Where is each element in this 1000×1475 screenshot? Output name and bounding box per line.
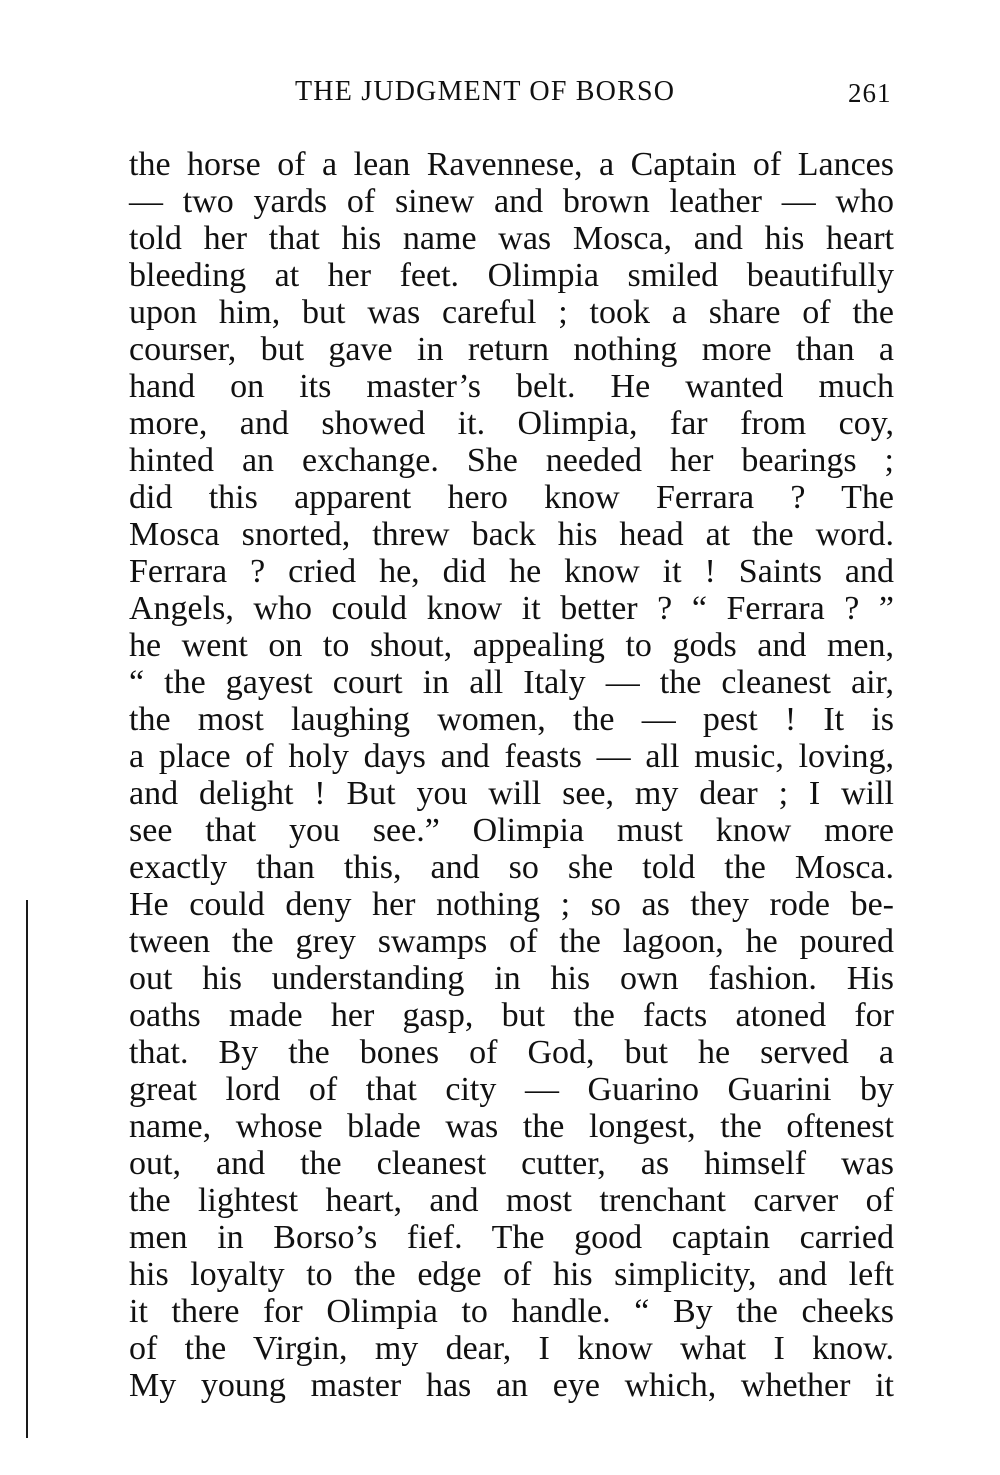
text-line: hand on its master’s belt. He wanted much [129, 368, 894, 405]
text-line: did this apparent hero know Ferrara ? The [129, 479, 894, 516]
text-line: the horse of a lean Ravennese, a Captain of Lances [129, 146, 894, 183]
page-number: 261 [848, 78, 892, 108]
text-line: My young master has an eye which, whether it [129, 1367, 894, 1404]
text-line: Ferrara ? cried he, did he know it ! Saints and [129, 553, 894, 590]
text-line: it there for Olimpia to handle. “ By the cheeks [129, 1293, 894, 1330]
text-line: out his understanding in his own fashion. His [129, 960, 894, 997]
text-line: upon him, but was careful ; took a share of the [129, 294, 894, 331]
text-line: see that you see.” Olimpia must know more [129, 812, 894, 849]
text-line: told her that his name was Mosca, and his heart [129, 220, 894, 257]
text-line: hinted an exchange. She needed her bearings ; [129, 442, 894, 479]
text-line: tween the grey swamps of the lagoon, he poured [129, 923, 894, 960]
text-line: his loyalty to the edge of his simplicity, and left [129, 1256, 894, 1293]
text-line: and delight ! But you will see, my dear ; I will [129, 775, 894, 812]
text-line: the most laughing women, the — pest ! It is [129, 701, 894, 738]
body-text [129, 146, 894, 1404]
text-line: out, and the cleanest cutter, as himself was [129, 1145, 894, 1182]
running-title: THE JUDGMENT OF BORSO [295, 76, 676, 107]
text-line: He could deny her nothing ; so as they rode be- [129, 886, 894, 923]
text-line: — two yards of sinew and brown leather — who [129, 183, 894, 220]
text-line: a place of holy days and feasts — all music, loving, [129, 738, 894, 775]
text-line: he went on to shout, appealing to gods and men, [129, 627, 894, 664]
text-line: that. By the bones of God, but he served a [129, 1034, 894, 1071]
text-line: of the Virgin, my dear, I know what I know. [129, 1330, 894, 1367]
text-line: courser, but gave in return nothing more than a [129, 331, 894, 368]
text-line: name, whose blade was the longest, the oftenest [129, 1108, 894, 1145]
text-line: exactly than this, and so she told the Mosca. [129, 849, 894, 886]
text-line: oaths made her gasp, but the facts atoned for [129, 997, 894, 1034]
text-line: “ the gayest court in all Italy — the cleanest air, [129, 664, 894, 701]
text-line: more, and showed it. Olimpia, far from coy, [129, 405, 894, 442]
text-line: Angels, who could know it better ? “ Ferrara ? ” [129, 590, 894, 627]
running-head [0, 76, 1000, 116]
text-line: great lord of that city — Guarino Guarini by [129, 1071, 894, 1108]
text-line: men in Borso’s fief. The good captain carried [129, 1219, 894, 1256]
text-line: the lightest heart, and most trenchant carver of [129, 1182, 894, 1219]
margin-rule [26, 900, 28, 1438]
text-line: Mosca snorted, threw back his head at the word. [129, 516, 894, 553]
text-line: bleeding at her feet. Olimpia smiled beautifully [129, 257, 894, 294]
